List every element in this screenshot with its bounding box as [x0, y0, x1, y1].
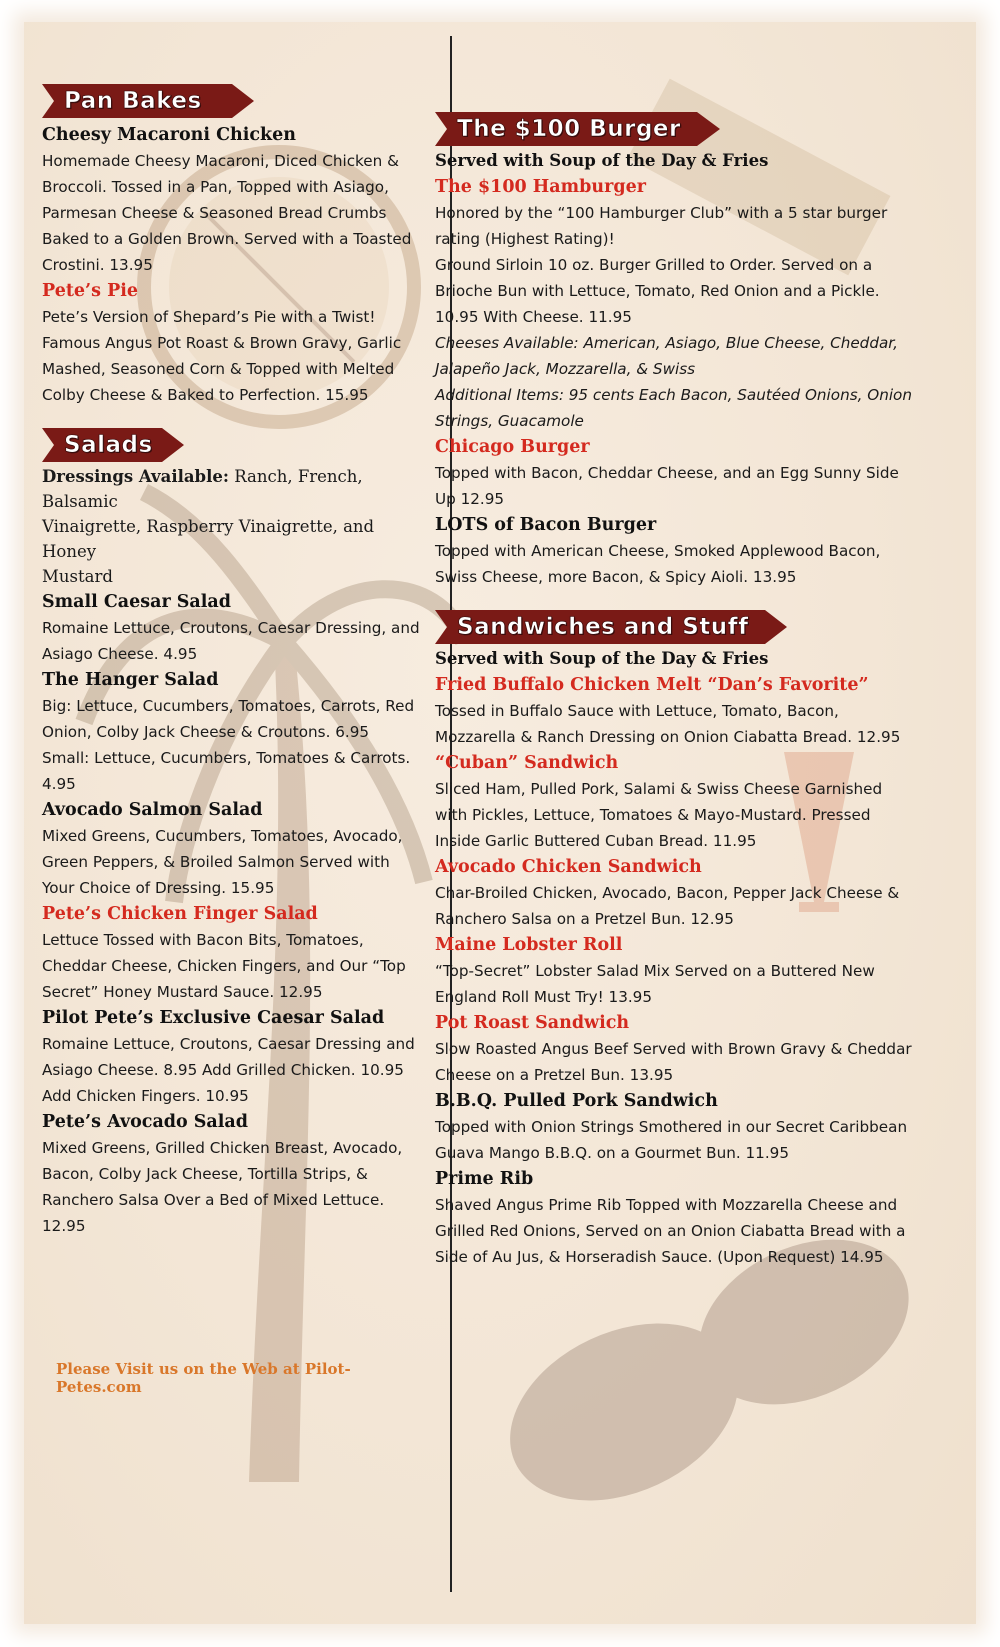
menu-item-description: Side of Au Jus, & Horseradish Sauce. (Upon Request) 14.95: [435, 1248, 884, 1266]
menu-item-description: Parmesan Cheese & Seasoned Bread Crumbs: [42, 204, 387, 222]
burger-served-note: Served with Soup of the Day & Fries: [435, 151, 769, 170]
binocular-left: [481, 1289, 766, 1535]
menu-item-description: Broccoli. Tossed in a Pan, Topped with Asiago,: [42, 178, 389, 196]
menu-item-description: Lettuce Tossed with Bacon Bits, Tomatoes,: [42, 931, 364, 949]
pan-bakes-heading: Pan Bakes: [64, 88, 202, 114]
menu-item-options: Additional Items: 95 cents Each Bacon, Sautéed Onions, Onion: [435, 386, 912, 404]
menu-item-description: Secret” Honey Mustard Sauce. 12.95: [42, 983, 323, 1001]
dressings-line: Ranch, French, Balsamic: [42, 467, 363, 511]
burger-heading: The $100 Burger: [457, 116, 681, 142]
menu-item-description: Mozzarella & Ranch Dressing on Onion Ciabatta Bread. 12.95: [435, 728, 901, 746]
menu-item-description: Char-Broiled Chicken, Avocado, Bacon, Pepper Jack Cheese &: [435, 884, 900, 902]
menu-item-description: Up 12.95: [435, 490, 505, 508]
menu-item-title: Maine Lobster Roll: [435, 935, 623, 955]
menu-item-title: “Cuban” Sandwich: [435, 753, 619, 773]
menu-item-description: Topped with Onion Strings Smothered in our Secret Caribbean: [435, 1118, 908, 1136]
menu-item-description: Baked to a Golden Brown. Served with a Toasted: [42, 230, 412, 248]
sandwiches-served-note: Served with Soup of the Day & Fries: [435, 649, 769, 668]
menu-item-options: Jalapeño Jack, Mozzarella, & Swiss: [435, 360, 696, 378]
menu-item-description: Shaved Angus Prime Rib Topped with Mozzarella Cheese and: [435, 1196, 898, 1214]
menu-item-title: The $100 Hamburger: [435, 177, 646, 197]
menu-item-title: Fried Buffalo Chicken Melt “Dan’s Favorite”: [435, 675, 869, 695]
sandwiches-heading: Sandwiches and Stuff: [457, 614, 749, 640]
menu-item-description: rating (Highest Rating)!: [435, 230, 615, 248]
menu-item-description: Big: Lettuce, Cucumbers, Tomatoes, Carrots, Red: [42, 697, 415, 715]
menu-item-title: Pete’s Avocado Salad: [42, 1112, 248, 1132]
left-column: [42, 84, 424, 1239]
menu-item-description: Guava Mango B.B.Q. on a Gourmet Bun. 11.95: [435, 1144, 789, 1162]
menu-item-description: Cheese on a Pretzel Bun. 13.95: [435, 1066, 674, 1084]
menu-item-description: Swiss Cheese, more Bacon, & Spicy Aioli. 13.95: [435, 568, 797, 586]
menu-item-description: “Top-Secret” Lobster Salad Mix Served on a Buttered New: [435, 962, 875, 980]
menu-item-title: B.B.Q. Pulled Pork Sandwich: [435, 1091, 718, 1111]
salads-heading: Salads: [64, 432, 153, 458]
menu-item-description: Romaine Lettuce, Croutons, Caesar Dressing and: [42, 1035, 415, 1053]
salads-banner: [42, 428, 424, 462]
menu-item-description: Romaine Lettuce, Croutons, Caesar Dressing, and: [42, 619, 420, 637]
dressings-line: Vinaigrette, Raspberry Vinaigrette, and Honey: [42, 517, 375, 561]
menu-item-description: Mixed Greens, Grilled Chicken Breast, Avocado,: [42, 1139, 403, 1157]
menu-item-description: Pete’s Version of Shepard’s Pie with a Twist!: [42, 308, 376, 326]
menu-item-description: Brioche Bun with Lettuce, Tomato, Red Onion and a Pickle.: [435, 282, 880, 300]
dressings-line: Mustard: [42, 567, 113, 586]
menu-item-title: The Hanger Salad: [42, 670, 219, 690]
menu-item-title: Chicago Burger: [435, 437, 590, 457]
menu-item-description: Mashed, Seasoned Corn & Topped with Melted: [42, 360, 395, 378]
menu-item-description: Onion, Colby Jack Cheese & Croutons. 6.95: [42, 723, 370, 741]
menu-item-description: Sliced Ham, Pulled Pork, Salami & Swiss Cheese Garnished: [435, 780, 883, 798]
menu-item-title: Avocado Salmon Salad: [42, 800, 263, 820]
menu-page: [24, 22, 976, 1624]
sandwich-items: [435, 672, 913, 1270]
menu-item-title: Small Caesar Salad: [42, 592, 231, 612]
menu-item-description: Homemade Cheesy Macaroni, Diced Chicken &: [42, 152, 399, 170]
menu-item-description: Topped with Bacon, Cheddar Cheese, and an Egg Sunny Side: [435, 464, 899, 482]
menu-item-title: LOTS of Bacon Burger: [435, 515, 657, 535]
menu-item-description: 10.95 With Cheese. 11.95: [435, 308, 632, 326]
menu-item-description: with Pickles, Lettuce, Tomatoes & Mayo-Mustard. Pressed: [435, 806, 871, 824]
menu-item-description: Your Choice of Dressing. 15.95: [42, 879, 275, 897]
menu-item-description: Ranchero Salsa Over a Bed of Mixed Lettuce.: [42, 1191, 385, 1209]
menu-item-description: Honored by the “100 Hamburger Club” with a 5 star burger: [435, 204, 888, 222]
menu-item-description: Inside Garlic Buttered Cuban Bread. 11.95: [435, 832, 757, 850]
website-link[interactable]: Please Visit us on the Web at Pilot-Petes.com: [56, 1360, 351, 1396]
burger-items: [435, 174, 913, 590]
menu-item-description: Tossed in Buffalo Sauce with Lettuce, Tomato, Bacon,: [435, 702, 839, 720]
burger-banner: [435, 112, 913, 146]
pan-bakes-banner: [42, 84, 424, 118]
menu-item-description: Asiago Cheese. 8.95 Add Grilled Chicken. 10.95: [42, 1061, 404, 1079]
menu-item-description: Grilled Red Onions, Served on an Onion Ciabatta Bread with a: [435, 1222, 906, 1240]
menu-item-description: Cheddar Cheese, Chicken Fingers, and Our “Top: [42, 957, 406, 975]
menu-item-description: 4.95: [42, 775, 76, 793]
menu-item-title: Pete’s Pie: [42, 281, 139, 301]
menu-item-title: Cheesy Macaroni Chicken: [42, 125, 297, 145]
salads-items: [42, 589, 424, 1239]
menu-item-description: Add Chicken Fingers. 10.95: [42, 1087, 249, 1105]
menu-item-title: Pot Roast Sandwich: [435, 1013, 630, 1033]
menu-item-description: Famous Angus Pot Roast & Brown Gravy, Garlic: [42, 334, 402, 352]
menu-item-title: Pete’s Chicken Finger Salad: [42, 904, 318, 924]
right-column: [435, 112, 913, 1270]
menu-item-description: Asiago Cheese. 4.95: [42, 645, 198, 663]
menu-item-description: Ranchero Salsa on a Pretzel Bun. 12.95: [435, 910, 734, 928]
menu-item-description: Crostini. 13.95: [42, 256, 153, 274]
menu-item-description: 12.95: [42, 1217, 86, 1235]
menu-item-title: Avocado Chicken Sandwich: [435, 857, 702, 877]
menu-item-description: England Roll Must Try! 13.95: [435, 988, 653, 1006]
menu-item-description: Ground Sirloin 10 oz. Burger Grilled to Order. Served on a: [435, 256, 873, 274]
menu-item-title: Prime Rib: [435, 1169, 534, 1189]
menu-item-description: Slow Roasted Angus Beef Served with Brown Gravy & Cheddar: [435, 1040, 912, 1058]
menu-item-description: Mixed Greens, Cucumbers, Tomatoes, Avocado,: [42, 827, 403, 845]
menu-item-title: Pilot Pete’s Exclusive Caesar Salad: [42, 1008, 385, 1028]
menu-item-description: Topped with American Cheese, Smoked Applewood Bacon,: [435, 542, 881, 560]
menu-item-options: Strings, Guacamole: [435, 412, 584, 430]
menu-item-description: Small: Lettuce, Cucumbers, Tomatoes & Carrots.: [42, 749, 411, 767]
sandwiches-banner: [435, 610, 913, 644]
dressings-available: [42, 464, 424, 589]
pan-bakes-items: [42, 122, 424, 408]
dressings-label: Dressings Available:: [42, 467, 229, 486]
menu-item-options: Cheeses Available: American, Asiago, Blue Cheese, Cheddar,: [435, 334, 898, 352]
menu-item-description: Bacon, Colby Jack Cheese, Tortilla Strips, &: [42, 1165, 368, 1183]
menu-item-description: Colby Cheese & Baked to Perfection. 15.95: [42, 386, 369, 404]
menu-item-description: Green Peppers, & Broiled Salmon Served with: [42, 853, 390, 871]
